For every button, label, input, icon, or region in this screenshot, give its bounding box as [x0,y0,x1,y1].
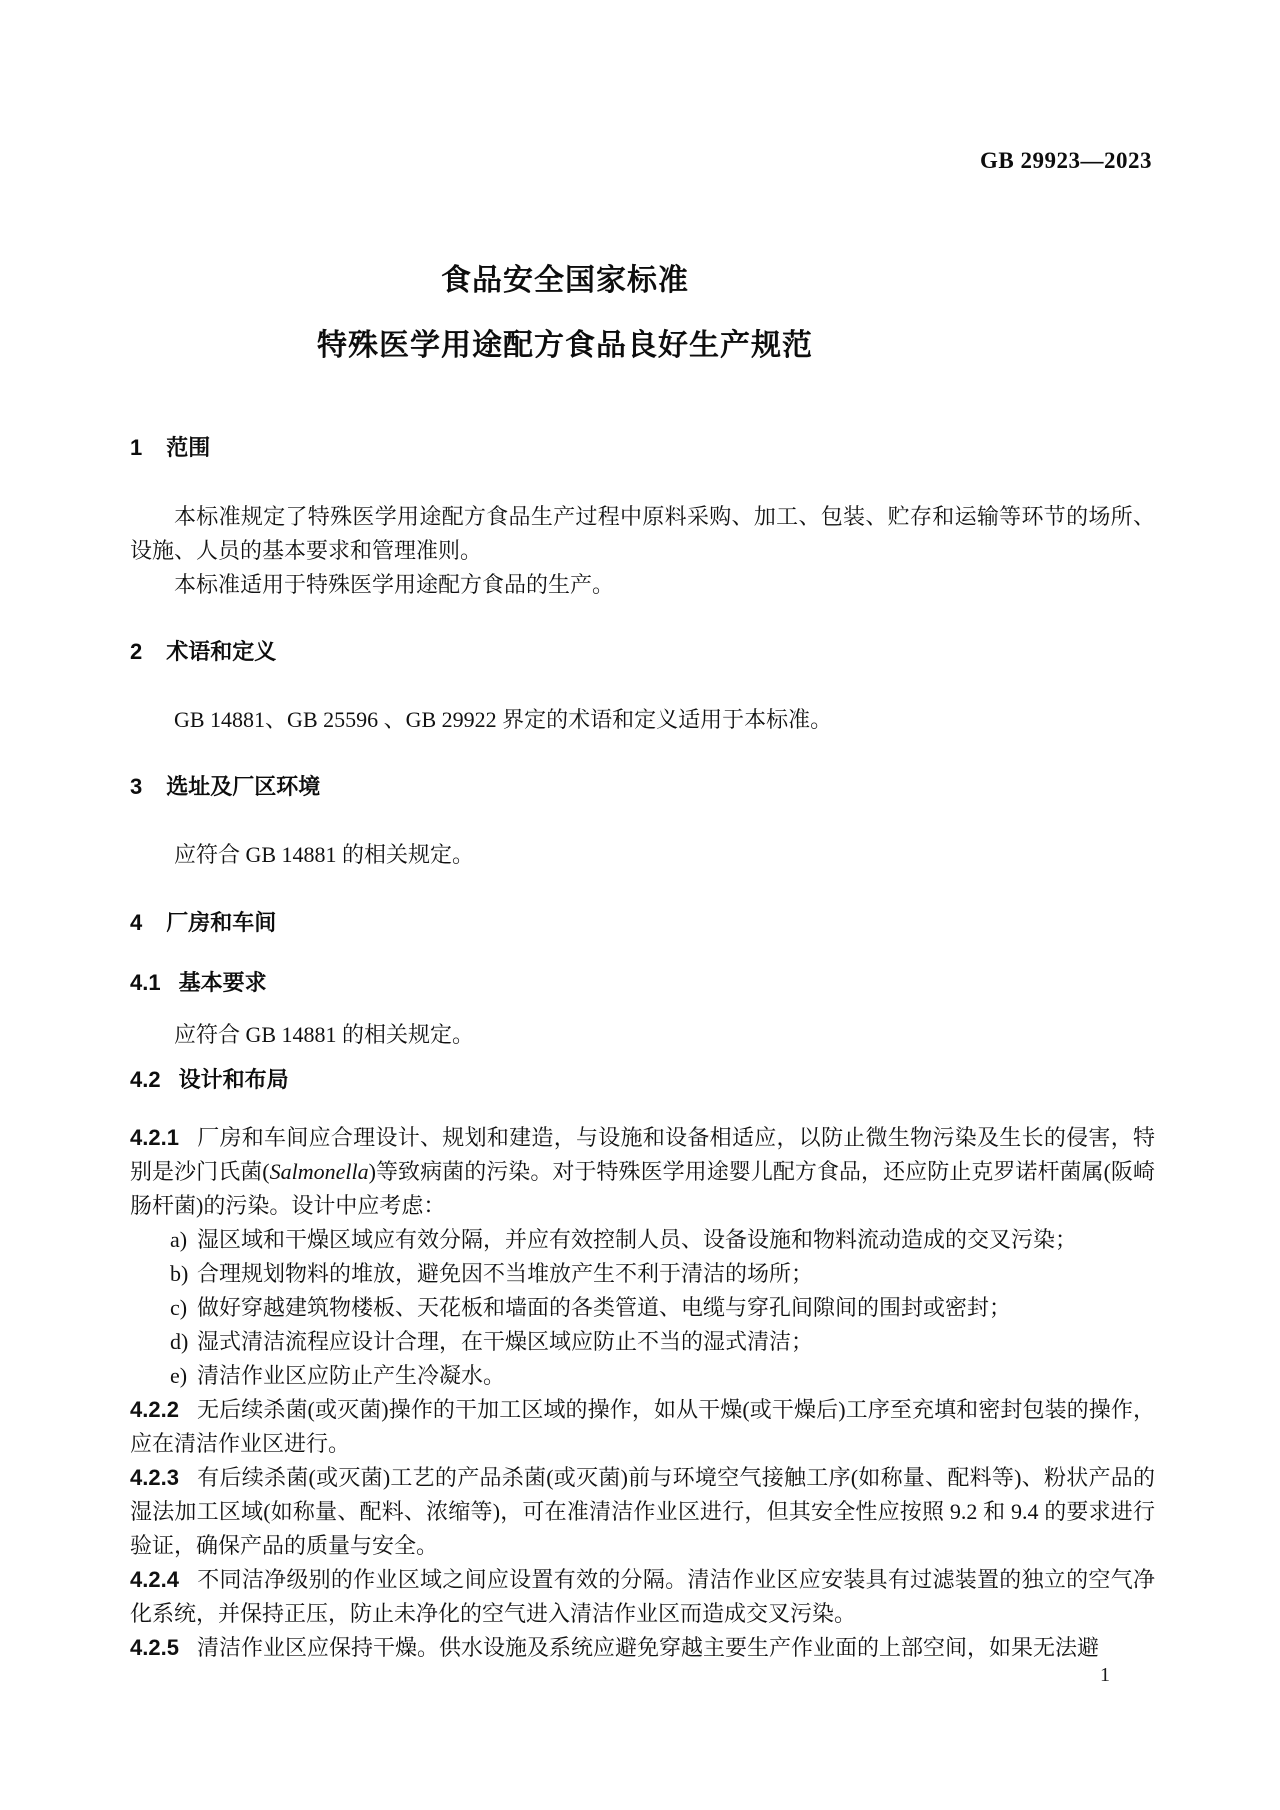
section-2-number: 2 [130,639,143,664]
list-text: 清洁作业区应防止产生冷凝水。 [197,1363,506,1388]
paragraph-site: 应符合 GB 14881 的相关规定。 [174,842,475,867]
section-1-heading [130,431,210,465]
section-2-body [130,703,1155,737]
paragraph-terms: GB 14881、GB 25596 、GB 29922 界定的术语和定义适用于本标准。 [174,707,833,732]
paragraph-scope-1: 本标准规定了特殊医学用途配方食品生产过程中原料采购、加工、包装、贮存和运输等环节的场所、设施、人员的基本要求和管理准则。 [130,504,1155,563]
section-4-1-body [130,1018,1155,1052]
clause-text: 清洁作业区应保持干燥。供水设施及系统应避免穿越主要生产作业面的上部空间，如果无法避 [196,1635,1099,1660]
section-4-1-title: 基本要求 [178,970,267,995]
clause-4-2-1 [130,1121,1155,1223]
list-marker: e) [170,1363,188,1388]
section-4-heading [130,906,276,940]
section-4-number: 4 [130,910,143,935]
clause-number: 4.2.5 [130,1635,179,1660]
clause-4-2-4 [130,1563,1155,1631]
document-title [0,261,1130,366]
list-text: 做好穿越建筑物楼板、天花板和墙面的各类管道、电缆与穿孔间隙间的围封或密封； [197,1295,1012,1320]
section-4-title: 厂房和车间 [166,910,277,935]
list-marker: b) [170,1261,189,1286]
section-3-body [130,838,1155,872]
list-item-e [130,1359,1155,1393]
section-1-title: 范围 [166,435,211,460]
list-text: 湿式清洁流程应设计合理，在干燥区域应防止不当的湿式清洁； [197,1329,814,1354]
clause-text: 不同洁净级别的作业区域之间应设置有效的分隔。清洁作业区应安装具有过滤装置的独立的空气净化系统，并保持正压，防止未净化的空气进入清洁作业区而造成交叉污染。 [130,1567,1155,1626]
clause-4-2-5 [130,1631,1155,1665]
section-4-1-heading [130,966,267,1000]
clause-text: 有后续杀菌(或灭菌)工艺的产品杀菌(或灭菌)前与环境空气接触工序(如称量、配料等)、粉状产品的湿法加工区域(如称量、配料、浓缩等)，可在准清洁作业区进行，但其安全性应按照 9.2 和 9.4 的要求进行验证，确保产品的质量与安全。 [130,1465,1155,1558]
clause-text: 厂房和车间应合理设计、规划和建造，与设施和设备相适应，以防止微生物污染及生长的侵害，特别是沙门氏菌( [130,1125,1155,1184]
section-4-2-number: 4.2 [130,1067,161,1092]
list-text: 合理规划物料的堆放，避免因不当堆放产生不利于清洁的场所； [197,1261,814,1286]
list-marker: c) [170,1295,188,1320]
doc-title-line2: 特殊医学用途配方食品良好生产规范 [317,329,813,362]
section-1-body [130,500,1155,602]
section-3-number: 3 [130,774,143,799]
section-1-number: 1 [130,435,143,460]
clause-text: )等致病菌的污染。对于特殊医学用途婴儿配方食品，还应防止克罗诺杆菌属(阪崎肠杆菌)的污染。设计中应考虑： [130,1159,1156,1218]
clause-4-2-2 [130,1393,1155,1461]
section-4-2-body [130,1121,1155,1665]
section-4-2-heading [130,1063,289,1097]
list-item-c [130,1291,1155,1325]
list-item-b [130,1257,1155,1291]
clause-text: 无后续杀菌(或灭菌)操作的干加工区域的操作，如从干燥(或干燥后)工序至充填和密封包装的操作，应在清洁作业区进行。 [130,1397,1155,1456]
clause-number: 4.2.3 [130,1465,179,1490]
doc-title-line1: 食品安全国家标准 [441,264,689,297]
list-item-d [130,1325,1155,1359]
page-number: 1 [1100,1664,1110,1686]
clause-number: 4.2.1 [130,1125,179,1150]
paragraph-scope-2: 本标准适用于特殊医学用途配方食品的生产。 [174,572,615,597]
list-marker: d) [170,1329,189,1354]
paragraph-basic-req: 应符合 GB 14881 的相关规定。 [174,1022,475,1047]
species-latin-name: Salmonella [269,1159,369,1184]
standard-code: GB 29923—2023 [980,148,1152,173]
section-4-2-title: 设计和布局 [178,1067,289,1092]
list-marker: a) [170,1227,188,1252]
list-item-a [130,1223,1155,1257]
section-2-title: 术语和定义 [166,639,277,664]
section-3-heading [130,770,320,804]
clause-number: 4.2.4 [130,1567,179,1592]
section-2-heading [130,635,276,669]
section-4-1-number: 4.1 [130,970,161,995]
clause-number: 4.2.2 [130,1397,179,1422]
section-3-title: 选址及厂区环境 [166,774,321,799]
list-text: 湿区域和干燥区域应有效分隔，并应有效控制人员、设备设施和物料流动造成的交叉污染； [197,1227,1078,1252]
clause-4-2-3 [130,1461,1155,1563]
